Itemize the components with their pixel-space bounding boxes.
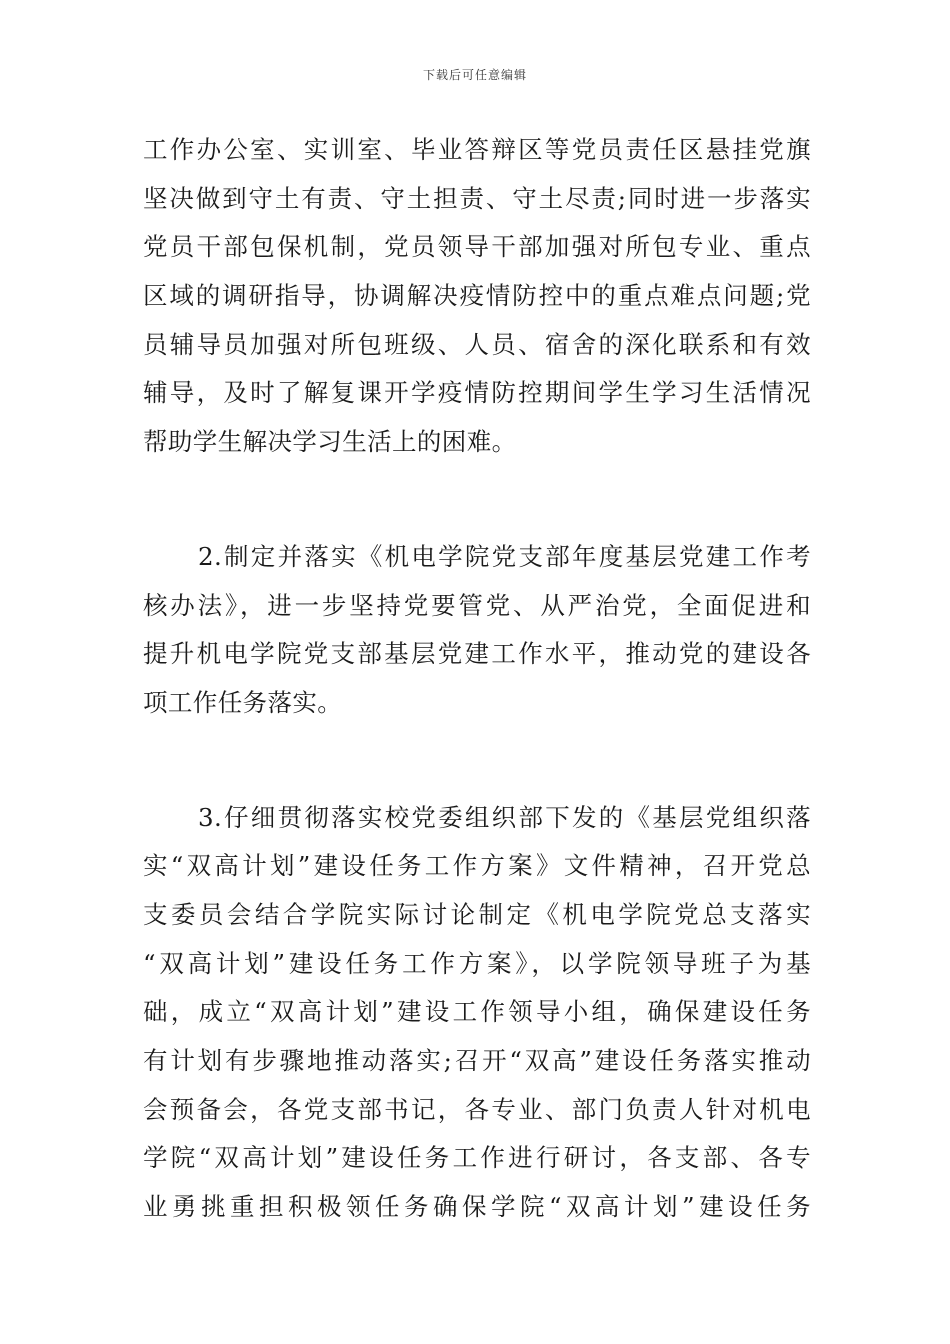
text-line: 实“双高计划”建设任务工作方案》文件精神，召开党总	[143, 851, 811, 881]
document-body	[143, 126, 811, 1232]
text-line: “双高计划”建设任务工作方案》，以学院领导班子为基	[143, 948, 811, 978]
paragraph-1	[143, 126, 811, 467]
text-line: 帮助学生解决学习生活上的困难。	[143, 427, 517, 457]
text-line: 核办法》，进一步坚持党要管党、从严治党，全面促进和	[143, 590, 811, 620]
text-line: 3.仔细贯彻落实校党委组织部下发的《基层党组织落	[198, 802, 811, 832]
text-line: 有计划有步骤地推动落实;召开“双高”建设任务落实推动	[143, 1046, 811, 1075]
text-line: 项工作任务落实。	[143, 687, 343, 717]
paragraph-3	[143, 794, 811, 1232]
text-line: 区域的调研指导，协调解决疫情防控中的重点难点问题;党	[143, 281, 811, 311]
text-line: 辅导，及时了解复课开学疫情防控期间学生学习生活情况	[143, 378, 811, 408]
paragraph-spacer	[143, 728, 811, 794]
text-line: 员辅导员加强对所包班级、人员、宿舍的深化联系和有效	[143, 329, 811, 359]
text-line: 工作办公室、实训室、毕业答辩区等党员责任区悬挂党旗	[143, 135, 811, 164]
paragraph-2	[143, 533, 811, 728]
text-line: 础，成立“双高计划”建设工作领导小组，确保建设任务	[143, 997, 811, 1027]
text-line: 会预备会，各党支部书记，各专业、部门负责人针对机电	[143, 1094, 811, 1124]
text-line: 坚决做到守土有责、守土担责、守土尽责;同时进一步落实	[143, 183, 811, 213]
text-line: 提升机电学院党支部基层党建工作水平，推动党的建设各	[143, 639, 811, 669]
text-line: 党员干部包保机制，党员领导干部加强对所包专业、重点	[143, 232, 811, 262]
text-line: 学院“双高计划”建设任务工作进行研讨，各支部、各专	[143, 1143, 811, 1173]
text-line: 业勇挑重担积极领任务确保学院“双高计划”建设任务	[143, 1192, 811, 1222]
page-header: 下载后可任意编辑	[422, 68, 527, 82]
text-line: 2.制定并落实《机电学院党支部年度基层党建工作考	[198, 541, 811, 571]
text-line: 支委员会结合学院实际讨论制定《机电学院党总支落实	[143, 899, 811, 929]
paragraph-spacer	[143, 467, 811, 533]
